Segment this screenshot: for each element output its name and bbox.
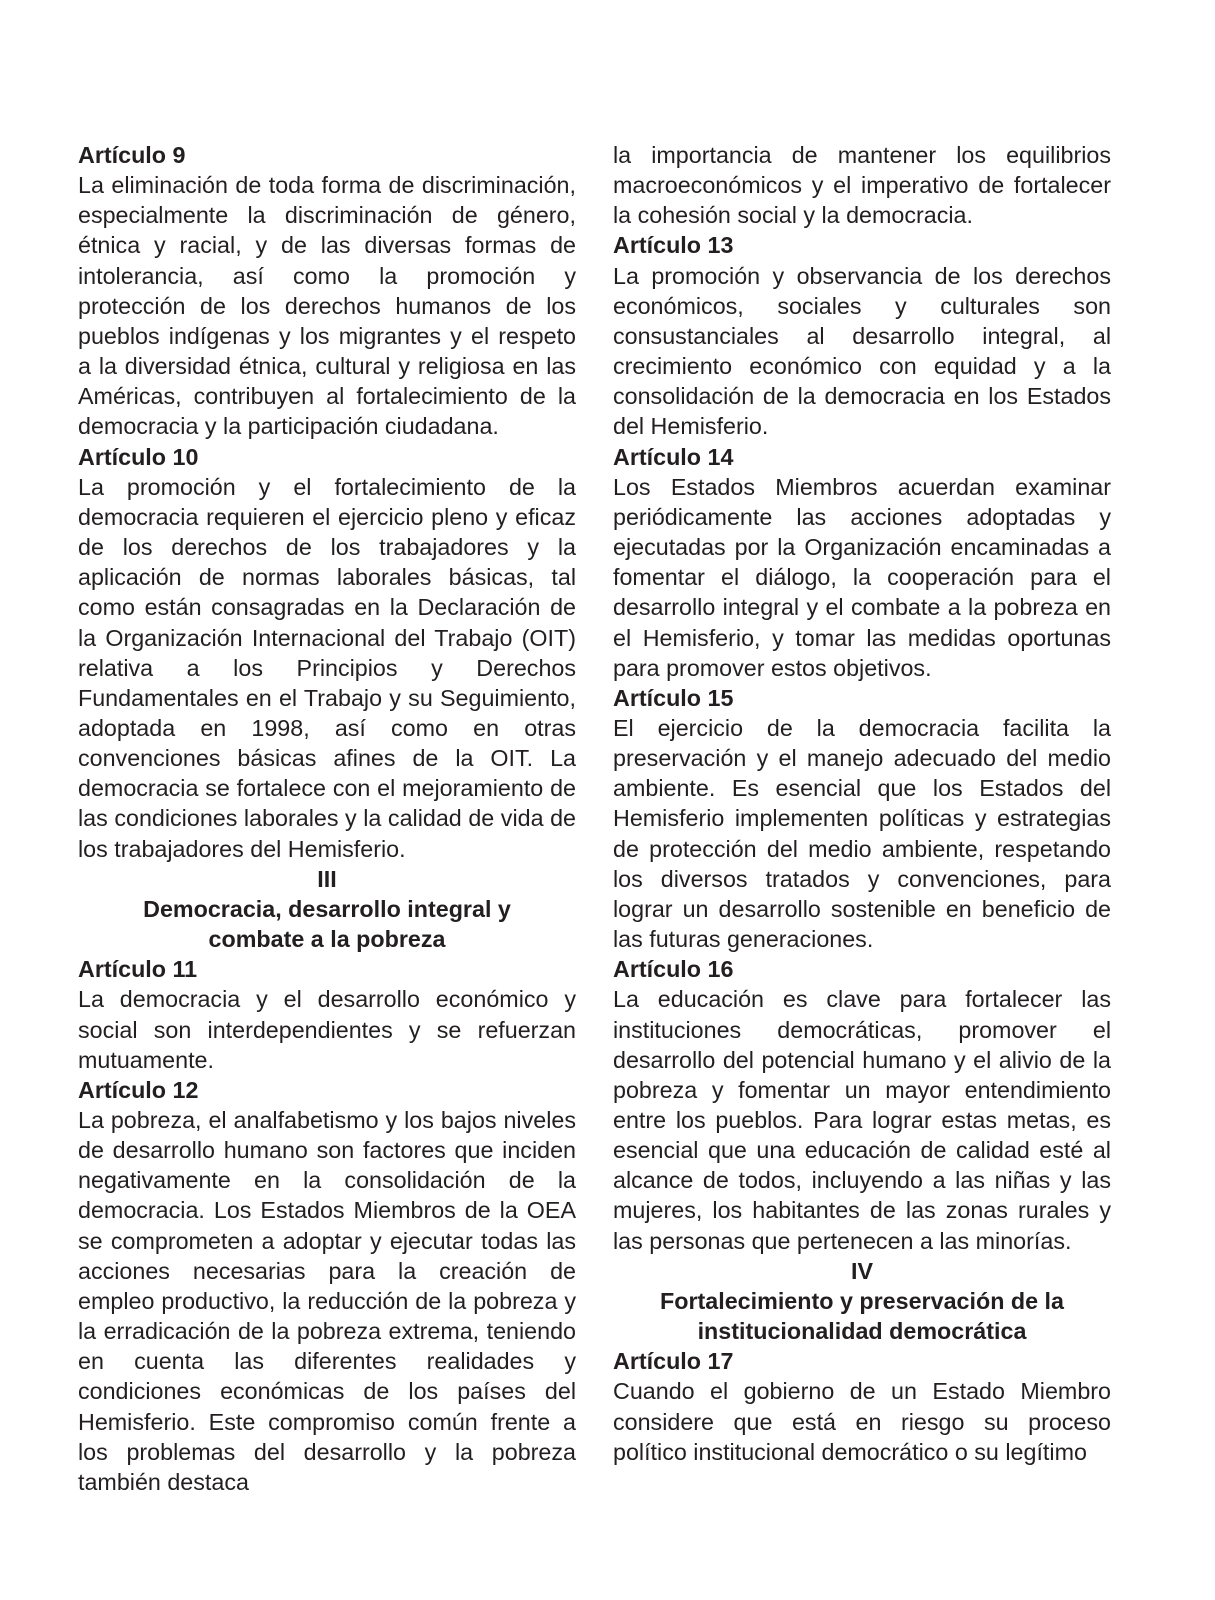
- article-11-text: La democracia y el desarrollo económico y social son interdependientes y se refuerzan mutuamente.: [78, 986, 576, 1073]
- section-4-title-line-2: institucionalidad democrática: [697, 1318, 1027, 1345]
- section-3-number: III: [317, 865, 337, 892]
- right-column: [613, 140, 1111, 1467]
- article-13-text: La promoción y observancia de los derechos económicos, sociales y culturales son consustanciales al desarrollo integral, al crecimiento económico con equidad y a la consolidación de la democracia en los Estados del Hemisferio.: [613, 262, 1111, 440]
- section-4-title-line-1: Fortalecimiento y preservación de la: [660, 1287, 1064, 1314]
- article-16-heading: Artículo 16: [613, 956, 734, 983]
- left-column: [78, 140, 576, 1497]
- article-10-heading: Artículo 10: [78, 443, 199, 470]
- article-11-heading: Artículo 11: [78, 956, 198, 983]
- article-10-text: La promoción y el fortalecimiento de la democracia requieren el ejercicio pleno y eficaz de los derechos de los trabajadores y la aplicación de normas laborales básicas, tal como están consagradas en la Declaración de la Organización Internacional del Trabajo (OIT) relativa a los Principios y Derechos Fundamentales en el Trabajo y su Seguimiento, adoptada en 1998, así como en otras convenciones básicas afines de la OIT. La democracia se fortalece con el mejoramiento de las condiciones laborales y la calidad de vida de los trabajadores del Hemisferio.: [78, 473, 576, 862]
- article-17-text: Cuando el gobierno de un Estado Miembro considere que está en riesgo su proceso político institucional democrático o su legítimo: [613, 1378, 1111, 1465]
- article-9-text: La eliminación de toda forma de discriminación, especialmente la discriminación de género, étnica y racial, y de las diversas formas de intolerancia, así como la promoción y protección de los derechos humanos de los pueblos indígenas y los migrantes y el respeto a la diversidad étnica, cultural y religiosa en las Américas, contribuyen al fortalecimiento de la democracia y la participación ciudadana.: [78, 172, 576, 440]
- section-3-title-line-1: Democracia, desarrollo integral y: [143, 895, 511, 922]
- section-4-number: IV: [850, 1257, 873, 1284]
- article-9-heading: Artículo 9: [78, 142, 186, 168]
- article-14-text: Los Estados Miembros acuerdan examinar periódicamente las acciones adoptadas y ejecutadas por la Organización encaminadas a fomentar el diálogo, la cooperación para el desarrollo integral y el combate a la pobreza en el Hemisferio, y tomar las medidas oportunas para promover estos objetivos.: [613, 473, 1111, 681]
- article-13-heading: Artículo 13: [613, 232, 734, 259]
- article-15-text: El ejercicio de la democracia facilita la preservación y el manejo adecuado del medio ambiente. Es esencial que los Estados del Hemisferio implementen políticas y estrategias de protección del medio ambiente, respetando los diversos tratados y convenciones, para lograr un desarrollo sostenible en beneficio de las futuras generaciones.: [613, 714, 1111, 953]
- article-14-heading: Artículo 14: [613, 443, 734, 470]
- section-3-title-line-2: combate a la pobreza: [208, 926, 446, 953]
- article-12-heading: Artículo 12: [78, 1076, 199, 1103]
- article-12-continuation: la importancia de mantener los equilibrios macroeconómicos y el imperativo de fortalecer la cohesión social y la democracia.: [613, 142, 1111, 229]
- article-16-text: La educación es clave para fortalecer las instituciones democráticas, promover el desarrollo del potencial humano y el alivio de la pobreza y fomentar un mayor entendimiento entre los pueblos. Para lograr estas metas, es esencial que una educación de calidad esté al alcance de todos, incluyendo a las niñas y las mujeres, los habitantes de las zonas rurales y las personas que pertenecen a las minorías.: [613, 986, 1111, 1254]
- article-17-heading: Artículo 17: [613, 1348, 734, 1375]
- article-15-heading: Artículo 15: [613, 684, 734, 711]
- article-12-text: La pobreza, el analfabetismo y los bajos niveles de desarrollo humano son factores que inciden negativamente en la consolidación de la democracia. Los Estados Miembros de la OEA se comprometen a adoptar y ejecutar todas las acciones necesarias para la creación de empleo productivo, la reducción de la pobreza y la erradicación de la pobreza extrema, teniendo en cuenta las diferentes realidades y condiciones económicas de los países del Hemisferio. Este compromiso común frente a los problemas del desarrollo y la pobreza también destaca: [78, 1107, 576, 1495]
